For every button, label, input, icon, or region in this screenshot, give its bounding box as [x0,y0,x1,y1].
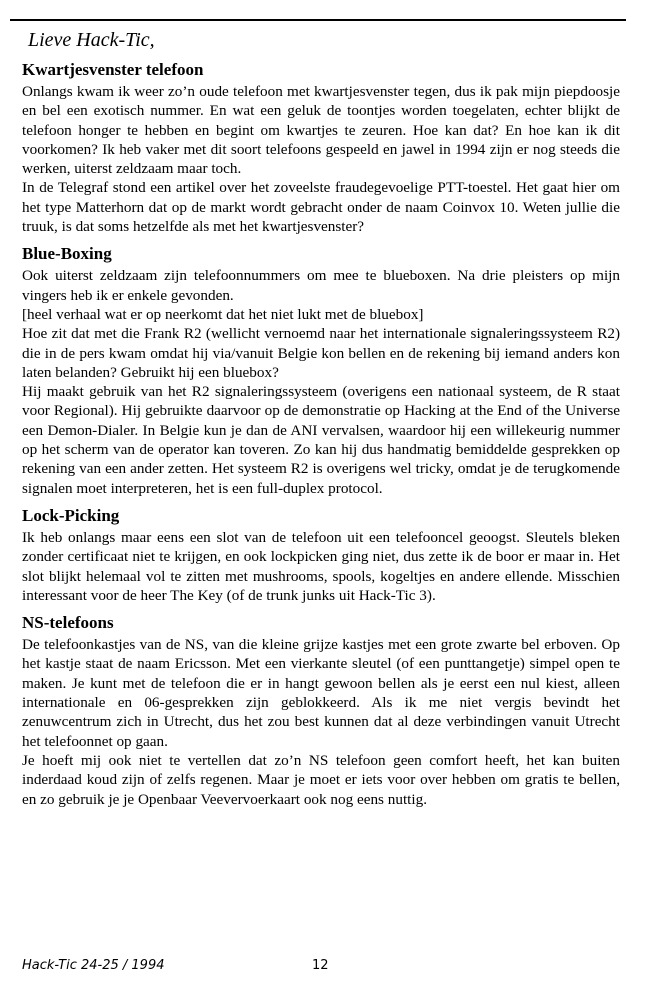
paragraph: De telefoonkastjes van de NS, van die kleine grijze kastjes met een grote zwarte bel erboven. Op het kastje staat de naam Ericsson. Met een vierkante sleutel (of een punttangetje) simpel open te maken. Je kunt met de telefoon die er in hangt gewoon bellen als je eerst een nul kiest, alleen internationale en 06-gesprekken zijn geblokkeerd. Als ik me niet vergis bevindt het zenuwcentrum zich in Utrecht, dus het zou best kunnen dat al deze verbindingen vanuit Utrecht het telefoonnet op gaan. [22,636,620,750]
paragraph: Ook uiterst zeldzaam zijn telefoonnummers om mee te blueboxen. Na drie pleisters op mijn vingers heb ik er enkele gevonden. [22,267,620,304]
section-lock-picking [22,504,620,605]
section-heading: Kwartjesvenster telefoon [22,60,204,79]
paragraph: Hij maakt gebruik van het R2 signaleringssysteem (overigens een nationaal systeem, de R staat voor Regional). Hij gebruikte daarvoor op de demonstratie op Hacking at the End of the Universe een Demon-Dialer. In Belgie kun je dan de ANI vervalsen, waardoor hij een willekeurig nummer op het scherm van de operator kan toveren. Zo kan hij dus handmatig bemiddelde gesprekken op rekening van een ander zetten. Het systeem R2 is overigens wel tricky, omdat je de terugkomende signalen moet interpreteren, het is een full-duplex protocol. [22,383,620,497]
section-kwartjesvenster [22,58,620,236]
section-heading: Blue-Boxing [22,244,112,264]
section-ns-telefoons [22,611,620,809]
paragraph: [heel verhaal wat er op neerkomt dat het niet lukt met de bluebox] [22,305,424,323]
section-blue-boxing [22,242,620,498]
top-rule [10,19,626,21]
section-heading: Lock-Picking [22,505,120,525]
section-heading: NS-telefoons [22,613,114,633]
letter-page [22,26,620,815]
paragraph: Onlangs kwam ik weer zo’n oude telefoon met kwartjesvenster tegen, dus ik pak mijn piepdoosje en bel een exotisch nummer. En wat een geluk de toontjes worden toegelaten, echter blijkt de telefoon honger te hebben en begint om kwartjes te zeuren. Hoe kan dat? En hoe kan ik dit voorkomen? Ik heb vaker met dit soort telefoons gespeeld en jawel in 1994 zijn er nog steeds die werken, uiterst zeldzaam maar toch. [22,83,620,178]
paragraph: Hoe zit dat met die Frank R2 (wellicht vernoemd naar het internationale signaleringssysteem R2) die in de pers kwam omdat hij via/vanuit Belgie kon bellen en de rekening bij iemand anders kon laten belanden? Gebruikt hij een bluebox? [22,325,620,381]
paragraph: Je hoeft mij ook niet te vertellen dat zo’n NS telefoon geen comfort heeft, het kan buiten inderdaad koud zijn of zelfs regenen. Maar je moet er iets voor over hebben om gratis te bellen, en zo gebruik je je Openbaar Veevervoerkaart ook nog eens nuttig. [22,751,620,808]
letter-greeting: Lieve Hack-Tic, [28,29,155,51]
footer-publication: Hack-Tic 24-25 / 1994 [22,958,165,973]
paragraph: Ik heb onlangs maar eens een slot van de telefoon uit een telefooncel geoogst. Sleutels bleken zonder certificaat niet te krijgen, en ook lockpicken ging niet, dus zette ik de boor er maar in. Het slot blijkt helemaal vol te zitten met mushrooms, spools, kogeltjes en andere ellende. Misschien interessant voor de heer The Key (of de trunk junks uit Hack-Tic 3). [22,528,620,604]
footer-page-number: 12 [312,958,329,973]
paragraph: In de Telegraf stond een artikel over het zoveelste fraudegevoelige PTT-toestel. Het gaat hier om het type Matterhorn dat op de markt wordt gebracht onder de naam Coinvox 10. Weten jullie die truuk, is dat soms hetzelfde als met het kwartjesvenster? [22,179,620,236]
